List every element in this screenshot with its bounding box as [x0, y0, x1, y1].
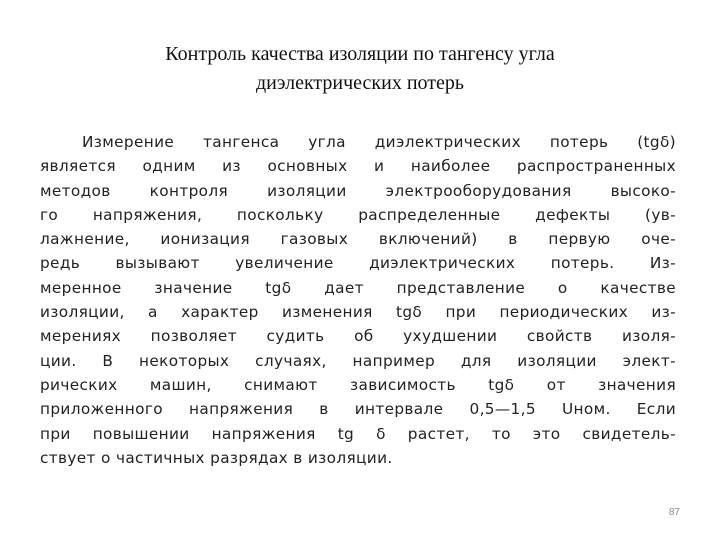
text-line: рических машин, снимают зависимость tgδ от значения	[40, 375, 676, 394]
slide-title-line-2: диэлектрических потерь	[255, 72, 464, 94]
text-line: Измерение тангенса угла диэлектрических потерь (tgδ)	[82, 133, 676, 151]
text-line: мерениях позволяет судить об ухудшении свойств изоля-	[40, 327, 676, 346]
page-number: 87	[668, 507, 680, 518]
text-line: го напряжения, поскольку распределенные дефекты (ув-	[40, 205, 676, 224]
slide-title-line-1: Контроль качества изоляции по тангенсу угла	[165, 43, 555, 65]
text-line: методов контроля изоляции электрооборудования высоко-	[40, 181, 676, 200]
text-line: редь вызывают увеличение диэлектрических потерь. Из-	[40, 254, 676, 273]
text-line: является одним из основных и наиболее распространенных	[40, 157, 676, 176]
text-line: приложенного напряжения в интервале 0,5—1,5 Uном. Если	[40, 400, 676, 419]
slide-title	[0, 40, 720, 98]
text-line: при повышении напряжения tg δ растет, то это свидетель-	[40, 424, 676, 443]
text-line: изоляции, а характер изменения tgδ при периодических из-	[40, 303, 676, 322]
text-line: лажнение, ионизация газовых включений) в первую оче-	[40, 230, 676, 249]
text-line: меренное значение tgδ дает представление о качестве	[40, 278, 676, 297]
text-line: ствует о частичных разрядах в изоляции.	[40, 448, 393, 467]
scanned-text-block	[40, 130, 676, 470]
text-line: ции. В некоторых случаях, например для изоляции элект-	[40, 351, 676, 370]
